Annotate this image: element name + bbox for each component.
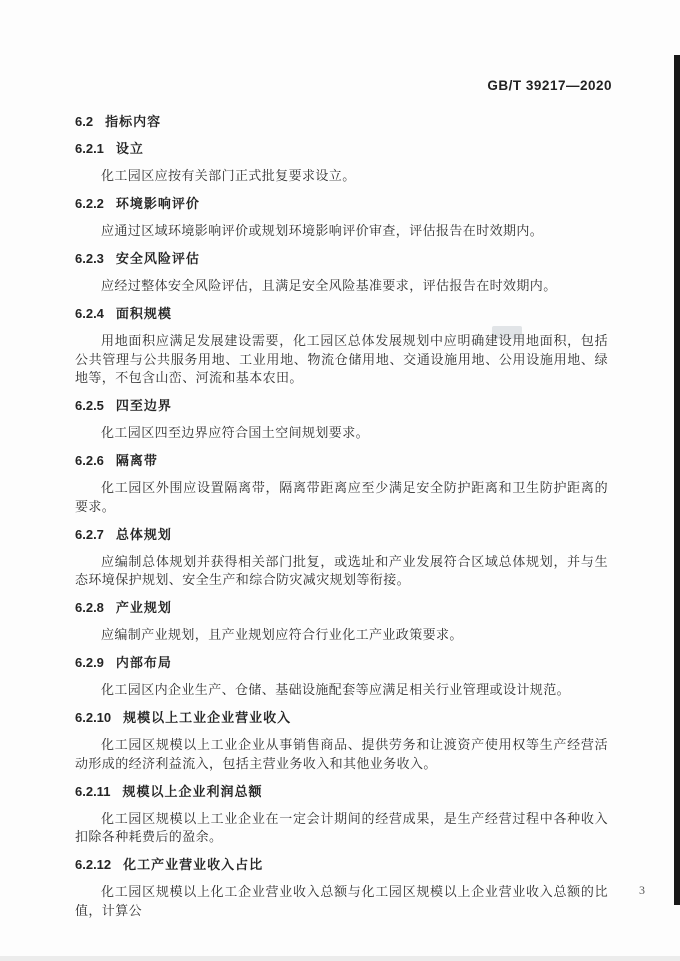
section bbox=[75, 250, 608, 296]
section-title: 产业规划 bbox=[115, 600, 172, 615]
section-paragraph: 应通过区域环境影响评价或规划环境影响评价审查，评估报告在时效期内。 bbox=[101, 223, 544, 238]
section-heading bbox=[75, 452, 608, 470]
section-number: 6.2.12 bbox=[75, 857, 112, 872]
section-heading bbox=[75, 113, 608, 131]
section-title: 安全风险评估 bbox=[115, 251, 200, 266]
section-heading bbox=[75, 709, 608, 727]
section-title: 内部布局 bbox=[115, 655, 172, 670]
section-heading bbox=[75, 250, 608, 268]
section-paragraph: 化工园区规模以上工业企业在一定会计期间的经营成果，是生产经营过程中各种收入扣除各种耗费后的盈余。 bbox=[75, 810, 608, 844]
standard-code: GB/T 39217—2020 bbox=[487, 78, 612, 93]
section-number: 6.2.9 bbox=[75, 655, 104, 670]
section-number: 6.2.10 bbox=[75, 710, 112, 725]
section-heading bbox=[75, 856, 608, 874]
section-paragraph: 化工园区四至边界应符合国土空间规划要求。 bbox=[101, 425, 370, 440]
page-number: 3 bbox=[639, 883, 645, 897]
section bbox=[75, 783, 608, 847]
section-number: 6.2.7 bbox=[75, 526, 104, 542]
section bbox=[75, 397, 608, 443]
section-paragraph: 应编制总体规划并获得相关部门批复，或选址和产业发展符合区域总体规划，并与生态环境保护规划、安全生产和综合防灾减灾规划等衔接。 bbox=[75, 553, 608, 587]
section-paragraph: 应编制产业规划，且产业规划应符合行业化工产业政策要求。 bbox=[101, 627, 463, 642]
section-heading bbox=[75, 195, 608, 213]
section-heading bbox=[75, 654, 608, 672]
section-title: 化工产业营业收入占比 bbox=[123, 857, 264, 872]
section-paragraph: 化工园区规模以上化工企业营业收入总额与化工园区规模以上企业营业收入总额的比值，计算公 bbox=[75, 884, 608, 918]
section-heading bbox=[75, 783, 608, 801]
section-title: 设立 bbox=[115, 141, 144, 156]
section-number: 6.2.4 bbox=[75, 306, 104, 321]
section-number: 6.2.11 bbox=[75, 783, 111, 799]
section-title: 环境影响评价 bbox=[115, 196, 200, 211]
section-paragraph: 化工园区内企业生产、仓储、基础设施配套等应满足相关行业管理或设计规范。 bbox=[101, 682, 571, 697]
section bbox=[75, 305, 608, 388]
section-title: 总体规划 bbox=[115, 526, 172, 542]
section-heading bbox=[75, 526, 608, 544]
section-heading bbox=[75, 397, 608, 415]
section bbox=[75, 709, 608, 773]
section-title: 四至边界 bbox=[115, 398, 172, 413]
section-heading bbox=[75, 305, 608, 323]
section-number: 6.2 bbox=[75, 114, 94, 129]
section-number: 6.2.2 bbox=[75, 196, 104, 211]
section bbox=[75, 195, 608, 241]
section bbox=[75, 856, 608, 920]
section-paragraph: 化工园区规模以上工业企业从事销售商品、提供劳务和让渡资产使用权等生产经营活动形成的经济利益流入，包括主营业务收入和其他业务收入。 bbox=[75, 737, 608, 771]
document-body bbox=[75, 113, 608, 930]
section-number: 6.2.1 bbox=[75, 141, 104, 156]
section-paragraph: 用地面积应满足发展建设需要，化工园区总体发展规划中应明确建设用地面积，包括公共管理与公共服务用地、工业用地、物流仓储用地、交通设施用地、公用设施用地、绿地等，不包含山峦、河流和基本农田。 bbox=[75, 333, 608, 385]
section-title: 隔离带 bbox=[115, 453, 158, 468]
section-number: 6.2.6 bbox=[75, 453, 104, 468]
section bbox=[75, 654, 608, 700]
section-paragraph: 化工园区应按有关部门正式批复要求设立。 bbox=[101, 168, 356, 183]
section bbox=[75, 113, 608, 131]
section bbox=[75, 452, 608, 516]
section bbox=[75, 599, 608, 645]
section-number: 6.2.3 bbox=[75, 251, 104, 266]
section-title: 指标内容 bbox=[105, 114, 162, 129]
section-number: 6.2.8 bbox=[75, 600, 104, 615]
section-title: 规模以上工业企业营业收入 bbox=[123, 710, 292, 725]
section-title: 规模以上企业利润总额 bbox=[122, 783, 263, 799]
section-number: 6.2.5 bbox=[75, 398, 104, 413]
section-heading bbox=[75, 599, 608, 617]
scan-edge-artifact-right bbox=[674, 55, 680, 905]
section bbox=[75, 140, 608, 186]
section bbox=[75, 526, 608, 590]
section-heading bbox=[75, 140, 608, 158]
section-paragraph: 化工园区外围应设置隔离带，隔离带距离应至少满足安全防护距离和卫生防护距离的要求。 bbox=[75, 480, 608, 514]
scan-edge-artifact-bottom bbox=[0, 956, 680, 961]
section-paragraph: 应经过整体安全风险评估，且满足安全风险基准要求，评估报告在时效期内。 bbox=[101, 278, 557, 293]
section-title: 面积规模 bbox=[115, 306, 172, 321]
